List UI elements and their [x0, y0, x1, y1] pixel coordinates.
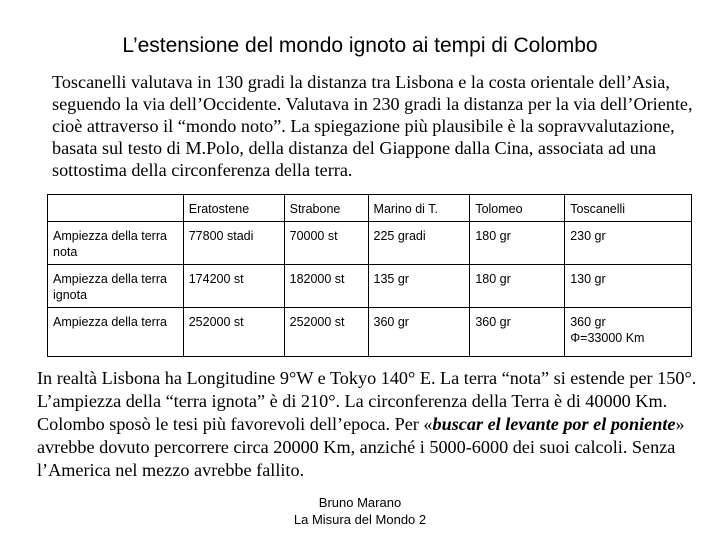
table-cell: 360 gr	[470, 308, 565, 357]
row-label: Ampiezza della terra ignota	[48, 265, 184, 308]
conclusion-text-end: » avrebbe dovuto percorrere circa 20000 Km, anziché i 5000-6000 dei suoi calcoli. Senza l’America nel mezzo avrebbe fallito.	[37, 414, 685, 480]
footer	[0, 494, 720, 528]
table-cell: 230 gr	[565, 222, 692, 265]
header-cell: Eratostene	[183, 195, 284, 222]
row-label: Ampiezza della terra nota	[48, 222, 184, 265]
spanish-quote: buscar el levante por el poniente	[432, 414, 676, 434]
table-cell: 135 gr	[368, 265, 470, 308]
table-cell: 182000 st	[284, 265, 368, 308]
table-cell: 252000 st	[284, 308, 368, 357]
table-row	[48, 222, 692, 265]
footer-author: Bruno Marano	[318, 495, 402, 510]
table-cell: 130 gr	[565, 265, 692, 308]
table-cell: 174200 st	[183, 265, 284, 308]
table-cell	[565, 308, 692, 357]
table-row	[48, 265, 692, 308]
page-title: L’estensione del mondo ignoto ai tempi di Colombo	[122, 34, 598, 57]
header-cell: Tolomeo	[470, 195, 565, 222]
table-row	[48, 308, 692, 357]
circumference-note: Φ=33000 Km	[570, 331, 645, 345]
table-cell: 252000 st	[183, 308, 284, 357]
table-cell: 180 gr	[470, 265, 565, 308]
comparison-table	[47, 194, 692, 357]
header-cell: Toscanelli	[565, 195, 692, 222]
intro-paragraph: Toscanelli valutava in 130 gradi la distanza tra Lisbona e la costa orientale dell’Asia, seguendo la via dell’Occidente. Valutava in 230 gradi la distanza per la via dell’Oriente, cioè attraverso il “mondo noto”. La spiegazione più plausibile è la sopravvalutazione, basata sul testo di M.Polo, della distanza del Giappone dalla Cina, associata ad una sottostima della circonferenza della terra.	[52, 72, 693, 180]
table-cell: 225 gradi	[368, 222, 470, 265]
header-cell	[48, 195, 184, 222]
table-cell: 77800 stadi	[183, 222, 284, 265]
table-cell: 180 gr	[470, 222, 565, 265]
conclusion-paragraph	[37, 367, 697, 482]
header-cell: Strabone	[284, 195, 368, 222]
header-cell: Marino di T.	[368, 195, 470, 222]
conclusion-text-start: In realtà Lisbona ha Longitudine 9°W e Tokyo 140° E. La terra “nota” si estende per 150°. L’ampiezza della “terra ignota” è di 210°. La circonferenza della Terra è di 40000 Km. Colombo sposò le tesi più favorevoli dell’epoca. Per «	[37, 368, 697, 434]
table-cell: 360 gr	[368, 308, 470, 357]
table-cell: 70000 st	[284, 222, 368, 265]
footer-subtitle: La Misura del Mondo 2	[293, 512, 427, 527]
row-label: Ampiezza della terra	[48, 308, 184, 357]
cell-value: 360 gr	[570, 315, 606, 329]
table-header-row	[48, 195, 692, 222]
